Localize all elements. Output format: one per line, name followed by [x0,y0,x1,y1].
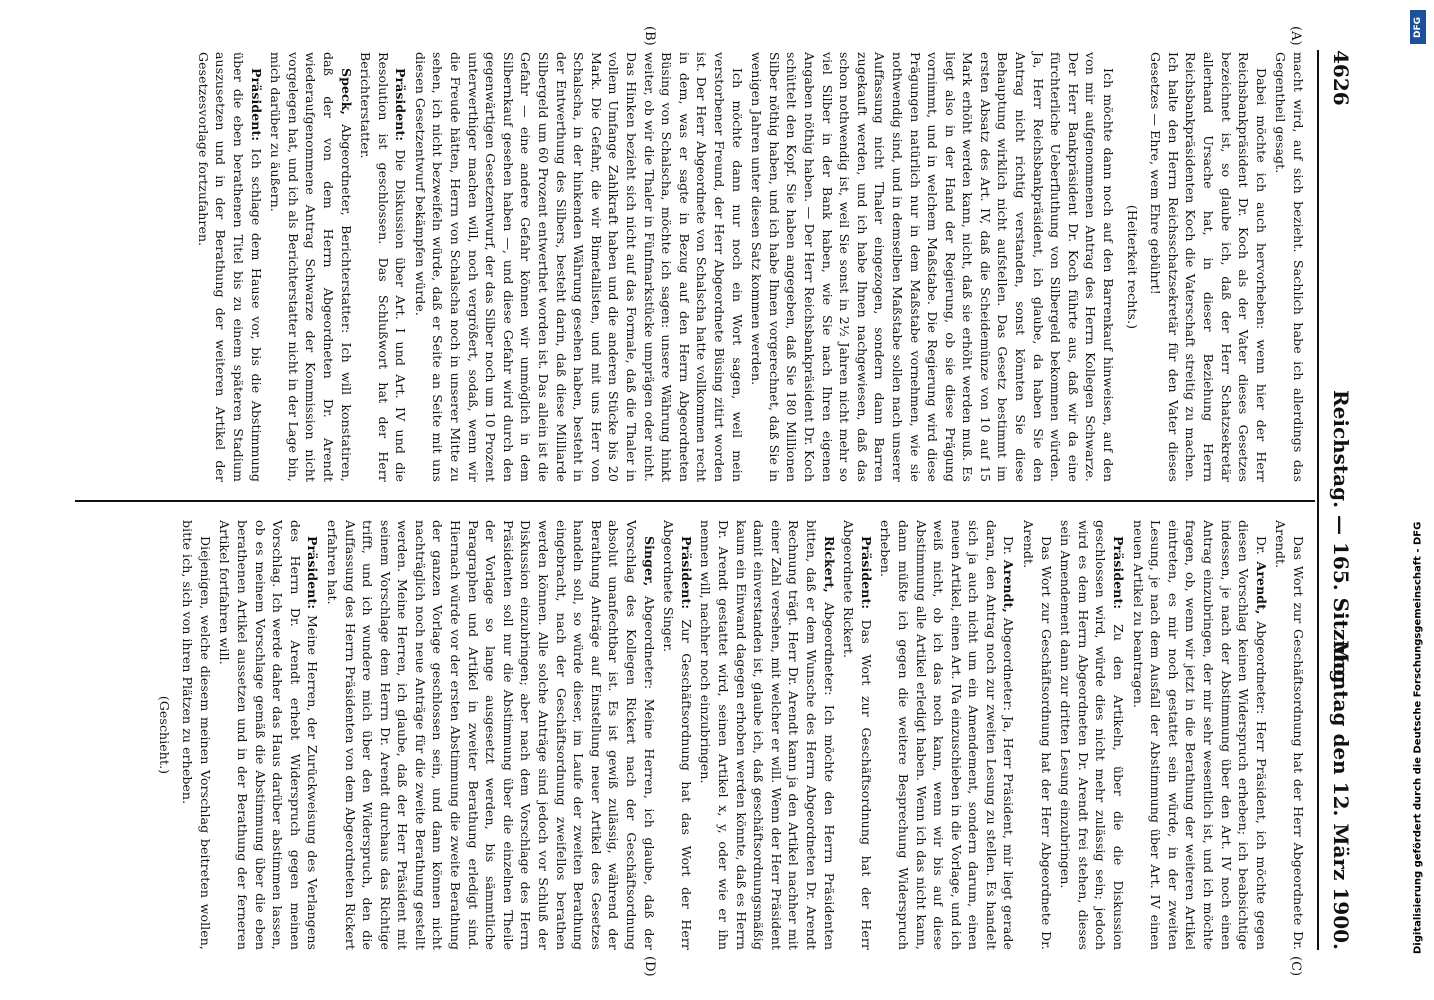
speaker-name: Arendt, [1253,561,1269,615]
margin-marker-a: (A) [1288,26,1303,46]
paragraph: (Geschieht.) [156,695,172,775]
margin-marker-b: (B) [642,26,657,46]
speaker-name: Präsident: [393,68,409,142]
digitization-credit: Digitalisierung gefördert durch die Deutsche Forschungsgemeinschaft - DFG [1412,521,1424,954]
paragraph: Präsident: Zu den Artikeln, über die die Diskussion geschlossen wird, würde dies nicht mehr zulässig sein; jedoch wird es dem Herrn Abgeordneten Dr. Arendt frei stehen, dieses sein Amendement dann zur dritten Lesung einzubringen. [1058,520,1127,950]
paragraph: macht wird, auf sich bezieht. Sachlich habe ich allerdings das Gegentheil gesagt. [1273,52,1306,482]
speaker-name: Präsident: [305,536,321,610]
paragraph: Dr. Arendt, Abgeordneter: Herr Präsident, ich möchte gegen diesen Vorschlag keinen Widerspruch erheben; ich beabsichtige indessen, je nach der Abstimmung über den Art. IV noch einen Antrag einzubringen, der mir sehr wesentlich ist, und ich möchte fragen, ob, wenn wir jetzt in die Berathung der weiteren Artikel eintreten, es mir noch gestattet sein würde, in der zweiten Lesung, je nach dem Ausfall der Abstimmung über Art. IV einen neuen Artikel zu beantragen. [1130,520,1269,950]
margin-marker-c: (C) [1288,956,1303,977]
page-header [1325,50,1355,950]
rotated-page [57,20,1377,980]
paragraph: (Heiterkeit rechts.) [1124,204,1140,330]
paragraph: Dabei möchte ich auch hervorheben: wenn hier der Herr Reichsbankpräsident Dr. Koch als der Vater dieses Gesetzes bezeichnet ist, so glaube ich, daß der Herr Schatzsekretär allerhand Ursache hat, in dieser Beziehung Herrn Reichsbankpräsidenten Koch die Vaterschaft streitig zu machen. Ich halte den Herrn Reichsschatzsekretär für den Vater dieses Gesetzes — Ehre, wem Ehre gebührt! [1148,52,1269,482]
speaker-name: Präsident: [248,68,264,142]
paragraph: Präsident: Ich schlage dem Hause vor, bis die Abstimmung über die eben berathenen Titel bis zu einem späteren Stadium auszusetzen und in der Berathung der weiteren Artikel der Gesetzesvorlage fortzufahren. [195,52,264,482]
paragraph: Präsident: Das Wort zur Geschäftsordnung hat der Herr Abgeordnete Rickert. [841,520,874,950]
paragraph: Speck, Abgeordneter, Berichterstatter: Ich will konstatiren, daß der von dem Herrn Abgeordneten Dr. Arendt wiederaufgenommene Antrag Schwarze der Kommission nicht vorgelegen hat, und ich als Berichterstatter nicht in der Lage bin, mich darüber zu äußern. [268,52,354,482]
speaker-name: Präsident: [678,536,694,610]
page-number: 4626 [1329,50,1353,106]
dfg-logo: DFG [1410,10,1426,44]
paragraph: Dr. Arendt, Abgeordneter: Ja, Herr Präsident, mir liegt gerade daran, den Antrag noch zur zweiten Lesung zu stellen. Es handelt sich ja auch nicht um ein Amendement, sondern darum, einen neuen Artikel, einen Art. IVa einzuschieben in die Vorlage, und ich weiß nicht, ob ich das noch kann, wenn wir bis auf diese Abstimmung alle Artikel erledigt haben. Wenn ich das nicht kann, dann müßte ich gegen die weitere Besprechung Widerspruch erheben. [878,520,1017,950]
paragraph: Das Wort zur Geschäftsordnung hat der Herr Abgeordnete Dr. Arendt. [1273,520,1306,950]
paragraph: Singer, Abgeordneter: Meine Herren, ich glaube, daß der Vorschlag des Kollegen Rickert nach der Geschäftsordnung absolut unanfechtbar ist. Es ist gewiß zulässig, während der Berathung Anträge auf Einstellung neuer Artikel des Gesetzes handeln soll, so würde dieser, im Laufe der zweiten Berathung eingebracht, nach der Geschäftsordnung zweifellos berathen werden können. Alle solche Anträge sind jedoch vor Schluß der Diskussion einzubringen; aber nach dem Vorschlage des Herrn Präsidenten soll nur die Abstimmung über die einzelnen Theile der Vorlage so lange ausgesetzt werden, bis sämmtliche Paragraphen und Artikel in zweiter Berathung erledigt sind. Hiernach würde vor der ersten Abstimmung die zweite Berathung der ganzen Vorlage geschlossen sein, und dann können nicht nachträglich noch neue Anträge für die zweite Berathung gestellt werden. Meine Herren, ich glaube, daß der Herr Präsident mit seinem Vorschlage dem Herrn Dr. Arendt durchaus das Richtige trifft, und ich wundere mich über den Widerspruch, den die Auffassung des Herrn Präsidenten von dem Abgeordneten Rickert erfahren hat. [324,520,657,950]
paragraph: Ich möchte dann nur noch ein Wort sagen, weil mein verstorbener Freund, der Herr Abgeordnete Büsing zitirt worden ist. Der Herr Abgeordnete von Schalscha hatte vollkommen recht in dem, was er sagte in Bezug auf den Herrn Abgeordneten Büsing von Schalscha, möchte ich sagen: unsere Währung hinkt weiter, ob wir die Thaler in Fünfmarkstücke umprägen oder nicht. Das Hinken bezieht sich nicht auf das Formale, daß die Thaler in vollem Umfange Zahlkraft haben und die anderen Stücke bis 20 Mark. Die Gefahr, die wir Bimetallisten, und mit uns Herr von Schalscha, in der hinkenden Währung gesehen haben, besteht in der Entwerthung des Silbers, besteht darin, daß diese Milliarde Silbergeld um 60 Prozent entwerthet worden ist. Das allein ist die Gefahr — eine andere Gefahr können wir unmöglich in dem Silbernkauf gesehen haben —, und diese Gefahr wird durch den gegenwärtigen Gesetzentwurf, der das Silber noch um 10 Prozent unterwerthiger machen will, noch vergrößert, sodaß, wenn wir die Freude hätten, Herrn von Schalscha noch in unserer Mitte zu sehen, ich nicht bezweifeln würde, daß er Seite an Seite mit uns diesen Gesetzentwurf bekämpfen würde. [412,52,745,482]
paragraph: Präsident: Meine Herren, der Zurückweisung des Verlangens des Herrn Dr. Arendt erhebt Widerspruch gegen meinen Vorschlag. Ich werde daher das Haus darüber abstimmen lassen, ob es meinem Vorschlage gemäß die Abstimmung über die eben berathenen Artikel aussetzen und in der Berathung der ferneren Artikel fortfahren will. [217,520,321,950]
digitization-sidebar [1408,6,1428,996]
speaker-name: Präsident: [1111,536,1127,610]
left-running-title: Reichstag. — 165. Sitzung. [1329,390,1353,691]
speaker-name: Singer, [641,536,657,587]
right-running-title: Montag den 12. März 1900. [1329,640,1353,950]
speaker-name: Rickert, [821,536,837,593]
paragraph: Rickert, Abgeordneter: Ich möchte den Herrn Präsidenten bitten, daß er dem Wunsche des Herrn Abgeordneten Dr. Arendt Rechnung trägt. Herr Dr. Arendt kann ja den Artikel nachher mit einer Zahl versehen, mit welcher er will. Wenn der Herr Präsident damit einverstanden ist, glaube ich, daß geschäftsordnungsmäßig kaum ein Einwand dagegen erhoben werden könnte, daß es Herrn Dr. Arendt gestattet wird, seinen Artikel x, y, oder wie er ihn nennen will, nachher noch einzubringen. [698,520,837,950]
margin-marker-d: (D) [642,956,657,977]
speaker-name: Präsident: [858,536,874,610]
header-rule [1317,50,1319,950]
paragraph: Ich möchte dann noch auf den Barrenkauf hinweisen, auf den von mir aufgenommenen Antrag des Herrn Kollegen Schwarze. Der Herr Bankpräsident Dr. Koch führte aus, daß wir da eine fürchterliche Ueberfluthung von Silbergeld bekommen würden. Ja, Herr Reichsbankpräsident, ich glaube, da haben Sie den Antrag nicht richtig verstanden, sonst könnten Sie diese Behauptung wirklich nicht aufstellen. Das Gesetz bestimmt im ersten Absatz des Art. IV, daß die Scheidemünze von 10 auf 15 Mark erhöht werden kann, nicht, daß sie erhöht werden muß. Es liegt also in der Hand der Regierung, ob sie diese Prägung vornimmt, und in welchem Maßstabe. Die Regierung wird diese Prägungen natürlich nur in dem Maßstabe vornehmen, wie sie nothwendig sind, und in demselben Maßstabe sollen nach unserer Auffassung nicht Thaler eingezogen, sondern dann Barren zugekauft werden, und ich habe Ihnen nachgewiesen, daß das schon nothwendig ist, weil Sie sonst in 2½ Jahren nicht mehr so viel Silber in der Bank haben, wie Sie nach Ihren eigenen Angaben nöthig haben. — Der Herr Reichsbankpräsident Dr. Koch schüttelt den Kopf. Sie haben angegeben, daß Sie 180 Millionen Silber nöthig haben, und ich habe Ihnen vorgerechnet, daß Sie in wenigen Jahren unter diesen Satz kommen werden. [749,52,1117,482]
right-text-column [149,520,1307,950]
paragraph: Präsident: Die Diskussion über Art. I und Art. IV und die Resolution ist geschlossen. Das Schlußwort hat der Herr Berichterstatter. [358,52,409,482]
column-divider [75,500,1315,502]
speaker-name: Speck, [338,68,354,115]
paragraph: Diejenigen, welche diesem meinen Vorschlag beitreten wollen, bitte ich, sich von ihren Plätzen zu erheben. [180,520,213,950]
speaker-name: Arendt, [1001,559,1017,613]
left-text-column [192,52,1307,482]
paragraph: Präsident: Zur Geschäftsordnung hat das Wort der Herr Abgeordnete Singer. [661,520,694,950]
paragraph: Das Wort zur Geschäftsordnung hat der Herr Abgeordnete Dr. Arendt. [1021,520,1054,950]
